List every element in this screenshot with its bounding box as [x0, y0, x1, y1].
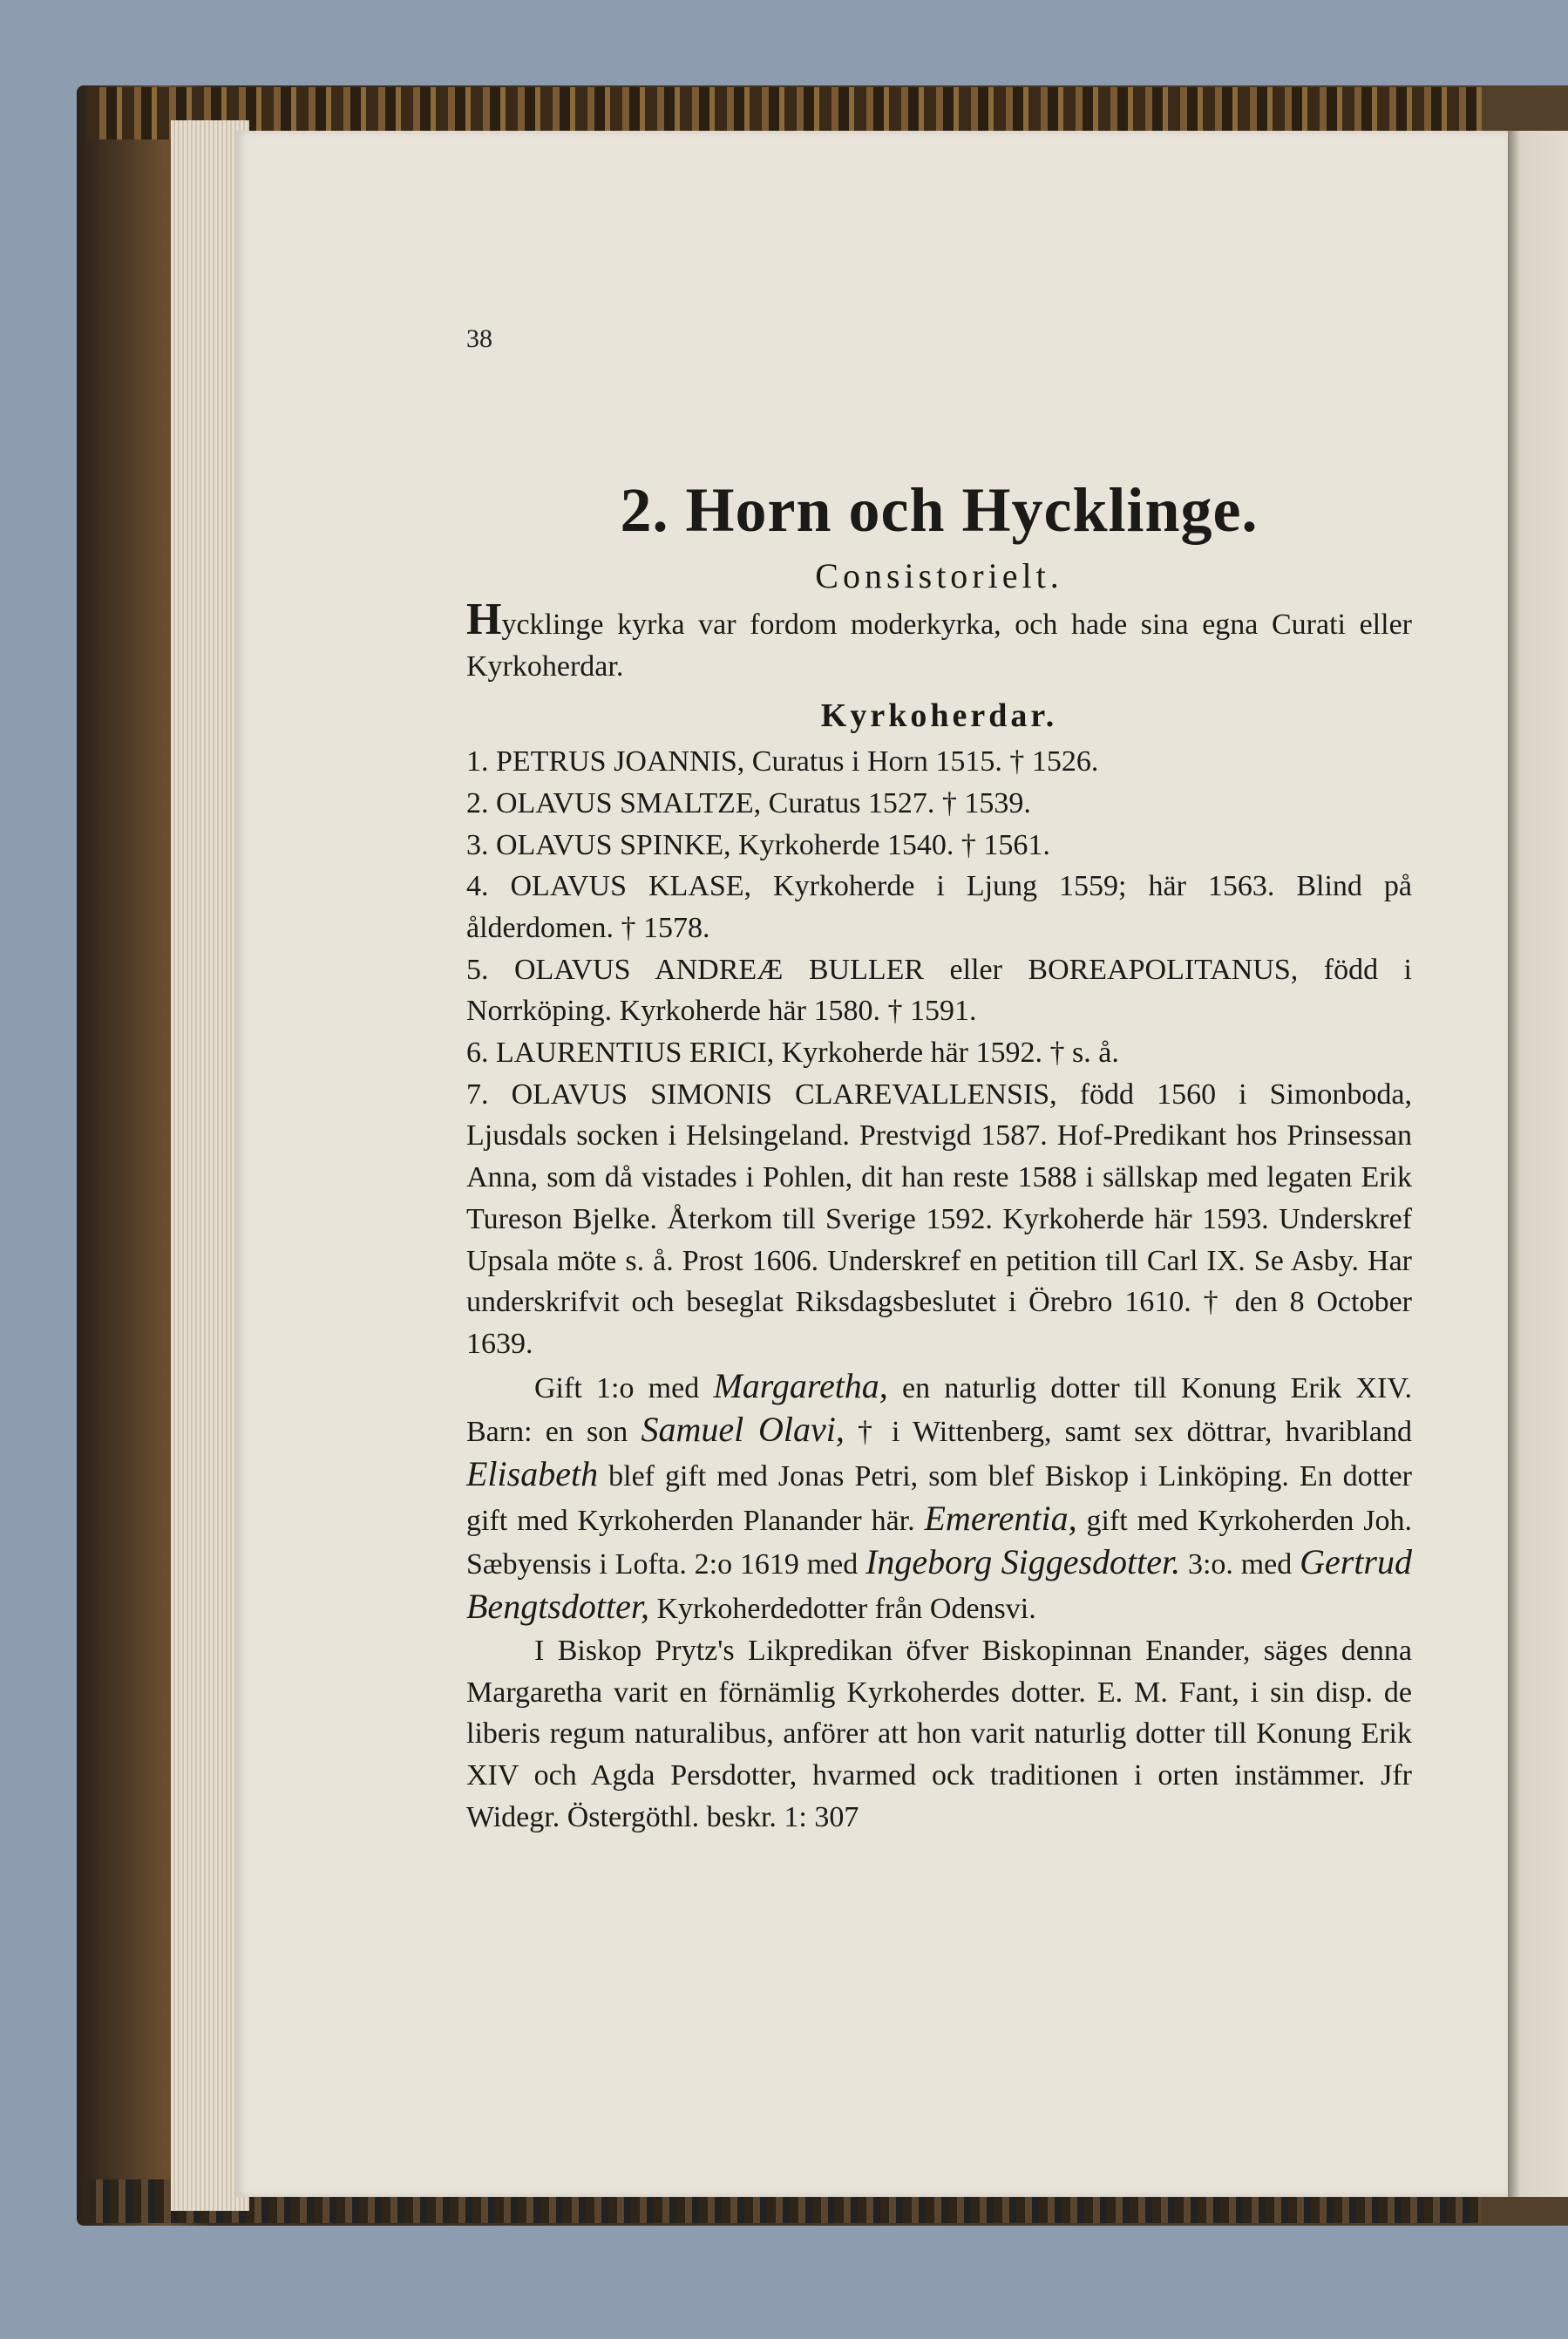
intro-text: ycklinge kyrka var fordom moderkyrka, och hade sina egna Curati eller Kyrkoherdar.	[466, 609, 1412, 683]
entry-number: 7.	[466, 1078, 489, 1111]
person-name: Ingeborg Siggesdotter.	[865, 1542, 1181, 1582]
person-name: Gertrud Bengtsdotter,	[466, 1542, 1412, 1627]
chapter-title: 2. Horn och Hycklinge.	[620, 475, 1259, 545]
list-item	[466, 949, 1412, 1032]
entry-number: 3.	[466, 828, 489, 861]
person-name: Margaretha,	[713, 1365, 888, 1405]
entry-text: OLAVUS KLASE, Kyrkoherde i Ljung 1559; här 1563. Blind på ålderdomen. † 1578.	[466, 870, 1413, 944]
person-name: Elisabeth	[466, 1454, 599, 1494]
entry-text: LAURENTIUS ERICI, Kyrkoherde här 1592. † s. å.	[496, 1037, 1119, 1070]
entry-number: 2.	[466, 786, 489, 819]
entry-text: PETRUS JOANNIS, Curatus i Horn 1515. † 1526.	[496, 745, 1099, 779]
person-name: Samuel Olavi,	[641, 1410, 845, 1450]
page-text	[466, 314, 1412, 1838]
prytz-paragraph: I Biskop Prytz's Likpredikan öfver Biskopinnan Enander, säges denna Margaretha varit en förnämlig Kyrkoherdes dotter. E. M. Fant, i sin disp. de liberis regum naturalibus, anförer att hon varit naturlig dotter till Konung Erik XIV och Agda Persdotter, hvarmed ock traditionen i orten instämmer. Jfr Widegr. Östergöthl. beskr. 1: 307	[466, 1634, 1412, 1833]
drop-cap: H	[466, 595, 502, 644]
entry-text: OLAVUS SPINKE, Kyrkoherde 1540. † 1561.	[496, 828, 1050, 861]
list-item	[466, 1074, 1412, 1365]
chapter-subtitle: Consistorielt.	[815, 556, 1063, 595]
entry-text: OLAVUS SIMONIS CLAREVALLENSIS, född 1560 i Simonboda, Ljusdals socken i Helsingeland. Prestvigd 1587. Hof-Predikant hos Prinsessan Anna, som då vistades i Pohlen, dit han reste 1588 i sällskap med legaten Erik Tureson Bjelke. Återkom till Sverige 1592. Kyrkoherde här 1593. Underskref Upsala möte s. å. Prost 1606. Underskref en petition till Carl IX. Se Asby. Har underskrifvit och beseglat Riksdagsbeslutet i Örebro 1610. † den 8 October 1639.	[466, 1078, 1413, 1360]
entry-number: 6.	[466, 1037, 489, 1070]
list-item	[466, 1032, 1412, 1074]
person-name: Emerentia,	[924, 1498, 1077, 1538]
list-item	[466, 741, 1412, 783]
intro-paragraph	[466, 595, 1412, 687]
entry-text: OLAVUS SMALTZE, Curatus 1527. † 1539.	[496, 786, 1031, 819]
entry-number: 5.	[466, 953, 489, 986]
list-item	[466, 866, 1412, 949]
entry-number: 4.	[466, 870, 489, 903]
marriage-paragraph: Gift 1:o med Margaretha, en naturlig dotter till Konung Erik XIV. Barn: en son Samuel Olavi, † i Wittenberg, samt sex döttrar, hvaribland Elisabeth blef gift med Jonas Petri, som blef Biskop i Linköping. En dotter gift med Kyrkoherden Planander här. Emerentia, gift med Kyrkoherden Joh. Sæbyensis i Lofta. 2:o 1619 med Ingeborg Siggesdotter. 3:o. med Gertrud Bengtsdotter, Kyrkoherdedotter från Odensvi.	[466, 1365, 1413, 1627]
facing-page-edge	[1508, 131, 1568, 2197]
list-item	[466, 825, 1412, 867]
list-item	[466, 783, 1412, 825]
entry-number: 1.	[466, 745, 489, 779]
section-heading: Kyrkoherdar.	[820, 697, 1058, 735]
page-number: 38	[466, 324, 492, 353]
entry-text: OLAVUS ANDREÆ BULLER eller BOREAPOLITANUS, född i Norrköping. Kyrkoherde här 1580. † 1591.	[466, 953, 1412, 1028]
